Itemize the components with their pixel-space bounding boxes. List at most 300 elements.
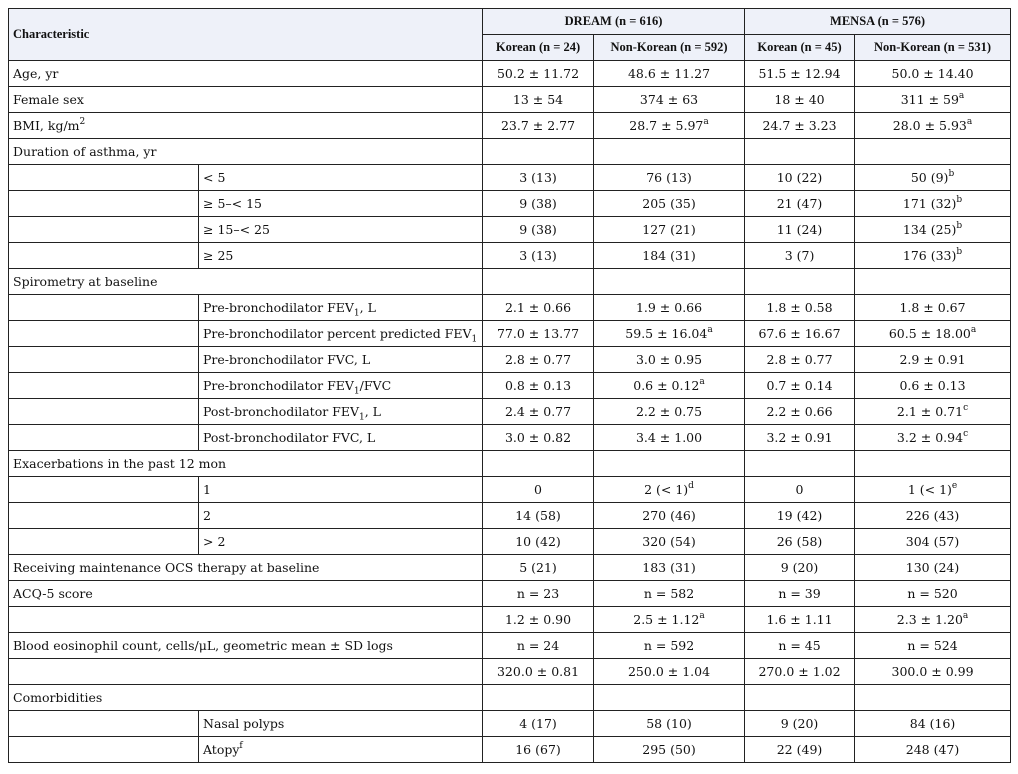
- sublabel-suffix: , L: [364, 404, 381, 419]
- value-cell: [594, 425, 745, 451]
- header-mensa-korean: Korean (n = 45): [745, 35, 855, 61]
- value-cell: [855, 373, 1011, 399]
- row-label-indent: [9, 477, 199, 503]
- value-cell: [483, 711, 594, 737]
- value-text: 2.8 ± 0.77: [504, 352, 572, 367]
- value-cell: [745, 139, 855, 165]
- value-cell: [594, 581, 745, 607]
- row-sublabel: [199, 347, 483, 373]
- value-cell: [855, 737, 1011, 763]
- row-sublabel: [199, 295, 483, 321]
- value-cell: [483, 685, 594, 711]
- row-sublabel: [199, 191, 483, 217]
- row-sublabel: [199, 243, 483, 269]
- value-cell: [745, 633, 855, 659]
- value-cell: [855, 425, 1011, 451]
- sublabel-text: ≥ 25: [203, 248, 234, 263]
- value-cell: [745, 399, 855, 425]
- label-text: BMI, kg/m: [13, 118, 80, 133]
- value-cell: [483, 347, 594, 373]
- value-cell: [855, 243, 1011, 269]
- value-text: 320.0 ± 0.81: [496, 664, 580, 679]
- value-text: 2.9 ± 0.91: [899, 352, 966, 367]
- value-text: 50.0 ± 14.40: [891, 66, 974, 81]
- value-cell: [855, 191, 1011, 217]
- row-label: Spirometry at baseline: [9, 269, 483, 295]
- sublabel-text: Post-bronchodilator FVC, L: [203, 430, 376, 445]
- footnote-mark: a: [970, 324, 977, 335]
- value-text: 9 (20): [780, 716, 819, 731]
- value-cell: [855, 61, 1011, 87]
- value-text: 28.0 ± 5.93: [892, 118, 967, 133]
- table-row: [9, 425, 1011, 451]
- row-label-indent: [9, 529, 199, 555]
- value-text: 1.8 ± 0.67: [899, 300, 966, 315]
- value-cell: [594, 217, 745, 243]
- value-text: 50.2 ± 11.72: [496, 66, 580, 81]
- value-cell: [483, 191, 594, 217]
- table-row: [9, 87, 1011, 113]
- table-row: [9, 659, 1011, 685]
- value-cell: [483, 61, 594, 87]
- value-cell: [594, 347, 745, 373]
- value-cell: [855, 529, 1011, 555]
- table-row: [9, 217, 1011, 243]
- value-cell: [483, 555, 594, 581]
- value-cell: [745, 737, 855, 763]
- row-sublabel: [199, 373, 483, 399]
- value-cell: [594, 295, 745, 321]
- value-cell: [745, 165, 855, 191]
- value-text: 3.4 ± 1.00: [635, 430, 703, 445]
- value-text: 3.2 ± 0.91: [766, 430, 833, 445]
- value-cell: [483, 269, 594, 295]
- value-cell: [483, 295, 594, 321]
- table-row: [9, 685, 1011, 711]
- row-label: [9, 659, 483, 685]
- row-label: Comorbidities: [9, 685, 483, 711]
- sublabel-text: 2: [203, 508, 211, 523]
- value-cell: [745, 347, 855, 373]
- table-header: [9, 9, 1011, 61]
- value-text: 50 (9): [910, 170, 949, 185]
- sublabel-text: Pre-bronchodilator FEV: [203, 378, 354, 393]
- value-cell: [594, 529, 745, 555]
- value-text: 10 (42): [515, 534, 561, 549]
- sublabel-text: < 5: [203, 170, 226, 185]
- value-text: 28.7 ± 5.97: [629, 118, 704, 133]
- value-cell: [483, 503, 594, 529]
- footnote-mark: b: [948, 168, 955, 179]
- value-cell: [483, 113, 594, 139]
- value-text: 2.1 ± 0.71: [896, 404, 964, 419]
- value-cell: [745, 555, 855, 581]
- table-row: [9, 139, 1011, 165]
- value-cell: [855, 399, 1011, 425]
- row-label-indent: [9, 217, 199, 243]
- value-cell: [483, 451, 594, 477]
- value-cell: [594, 243, 745, 269]
- row-label: Female sex: [9, 87, 483, 113]
- row-sublabel: [199, 477, 483, 503]
- sublabel-text: ≥ 15–< 25: [203, 222, 270, 237]
- value-cell: [594, 607, 745, 633]
- value-cell: [855, 347, 1011, 373]
- row-label-indent: [9, 373, 199, 399]
- value-text: 9 (20): [780, 560, 819, 575]
- sublabel-text: > 2: [203, 534, 226, 549]
- value-text: 58 (10): [646, 716, 692, 731]
- value-cell: [483, 373, 594, 399]
- row-label: Blood eosinophil count, cells/μL, geometric mean ± SD logs: [9, 633, 483, 659]
- table-row: [9, 477, 1011, 503]
- value-text: 2.4 ± 0.77: [504, 404, 572, 419]
- footnote-mark: b: [956, 246, 963, 257]
- value-text: 24.7 ± 3.23: [762, 118, 837, 133]
- value-cell: [594, 87, 745, 113]
- value-cell: [855, 295, 1011, 321]
- value-cell: [594, 503, 745, 529]
- value-text: 270 (46): [642, 508, 696, 523]
- value-cell: [483, 425, 594, 451]
- value-cell: [483, 139, 594, 165]
- value-text: 2.1 ± 0.66: [504, 300, 572, 315]
- value-cell: [745, 217, 855, 243]
- value-text: 311 ± 59: [900, 92, 959, 107]
- row-sublabel: [199, 399, 483, 425]
- value-cell: [855, 477, 1011, 503]
- value-cell: [855, 555, 1011, 581]
- table-row: [9, 243, 1011, 269]
- value-cell: [855, 217, 1011, 243]
- table-row: [9, 165, 1011, 191]
- value-text: 3 (7): [784, 248, 815, 263]
- table-row: [9, 555, 1011, 581]
- table-row: [9, 581, 1011, 607]
- value-text: 22 (49): [776, 742, 823, 757]
- value-text: 3 (13): [519, 170, 557, 185]
- value-cell: [594, 61, 745, 87]
- value-text: 127 (21): [642, 222, 696, 237]
- footnote-mark: a: [699, 376, 705, 387]
- value-cell: [745, 711, 855, 737]
- value-cell: [483, 217, 594, 243]
- row-label-indent: [9, 295, 199, 321]
- value-text: 18 ± 40: [774, 92, 825, 107]
- row-label-indent: [9, 243, 199, 269]
- row-sublabel: [199, 503, 483, 529]
- value-cell: [855, 503, 1011, 529]
- value-text: 76 (13): [646, 170, 692, 185]
- row-label: [9, 607, 483, 633]
- sublabel-text: 1: [203, 482, 211, 497]
- subscript: 1: [359, 412, 365, 423]
- value-text: 2.8 ± 0.77: [766, 352, 833, 367]
- superscript: 2: [79, 116, 86, 127]
- row-label: [9, 113, 483, 139]
- value-cell: [855, 607, 1011, 633]
- value-text: n = 524: [907, 638, 958, 653]
- value-cell: [745, 503, 855, 529]
- value-text: n = 39: [778, 586, 821, 601]
- value-cell: [483, 529, 594, 555]
- value-text: 374 ± 63: [639, 92, 699, 107]
- value-cell: [745, 269, 855, 295]
- value-cell: [594, 191, 745, 217]
- value-cell: [745, 425, 855, 451]
- value-cell: [594, 555, 745, 581]
- footnote-mark: a: [962, 610, 969, 621]
- value-text: 0.6 ± 0.13: [899, 378, 966, 393]
- value-text: n = 23: [516, 586, 560, 601]
- footnote-mark: a: [958, 90, 965, 101]
- value-cell: [745, 243, 855, 269]
- sublabel-text: Nasal polyps: [203, 716, 285, 731]
- value-cell: [745, 61, 855, 87]
- value-cell: [594, 711, 745, 737]
- row-label-indent: [9, 503, 199, 529]
- footnote-mark: a: [707, 324, 713, 335]
- value-cell: [594, 685, 745, 711]
- value-text: 77.0 ± 13.77: [496, 326, 580, 341]
- row-label-indent: [9, 425, 199, 451]
- sublabel-text: Atopy: [203, 742, 240, 757]
- table-body: [9, 61, 1011, 763]
- value-cell: [483, 321, 594, 347]
- value-text: 2.3 ± 1.20: [896, 612, 963, 627]
- table-row: [9, 633, 1011, 659]
- value-cell: [594, 477, 745, 503]
- value-text: 1.9 ± 0.66: [635, 300, 703, 315]
- footnote-mark: b: [956, 220, 963, 231]
- value-cell: [745, 191, 855, 217]
- row-label-indent: [9, 347, 199, 373]
- footnote-mark: c: [963, 428, 969, 439]
- value-cell: [745, 607, 855, 633]
- value-cell: [483, 659, 594, 685]
- value-cell: [855, 451, 1011, 477]
- value-text: 3.0 ± 0.82: [504, 430, 572, 445]
- sublabel-text: Pre-bronchodilator percent predicted FEV: [203, 326, 472, 341]
- value-text: 304 (57): [905, 534, 960, 549]
- value-text: 2.2 ± 0.66: [766, 404, 833, 419]
- value-cell: [745, 529, 855, 555]
- header-dream: DREAM (n = 616): [483, 9, 745, 35]
- value-cell: [745, 685, 855, 711]
- table-row: [9, 529, 1011, 555]
- table-row: [9, 295, 1011, 321]
- value-cell: [594, 165, 745, 191]
- table-row: [9, 451, 1011, 477]
- value-text: 130 (24): [905, 560, 960, 575]
- subscript: 1: [353, 386, 360, 397]
- table-row: [9, 607, 1011, 633]
- sublabel-suffix: /FVC: [359, 378, 392, 393]
- value-text: 171 (32): [902, 196, 957, 211]
- value-text: 270.0 ± 1.02: [758, 664, 841, 679]
- value-cell: [483, 243, 594, 269]
- value-text: 176 (33): [902, 248, 957, 263]
- sublabel-text: ≥ 5–< 15: [203, 196, 263, 211]
- header-dream-korean: Korean (n = 24): [483, 35, 594, 61]
- value-cell: [483, 581, 594, 607]
- value-text: 13 ± 54: [512, 92, 564, 107]
- header-characteristic: Characteristic: [9, 9, 483, 61]
- row-label-indent: [9, 399, 199, 425]
- table-row: [9, 399, 1011, 425]
- value-text: 183 (31): [642, 560, 696, 575]
- row-sublabel: [199, 711, 483, 737]
- value-text: 1.6 ± 1.11: [766, 612, 833, 627]
- table-row: [9, 503, 1011, 529]
- footnote-mark: a: [703, 116, 709, 127]
- value-text: 48.6 ± 11.27: [627, 66, 711, 81]
- value-cell: [855, 659, 1011, 685]
- value-text: 248 (47): [905, 742, 960, 757]
- value-cell: [483, 737, 594, 763]
- row-label-indent: [9, 321, 199, 347]
- value-text: 250.0 ± 1.04: [627, 664, 711, 679]
- value-text: 51.5 ± 12.94: [758, 66, 841, 81]
- table-row: [9, 737, 1011, 763]
- value-text: n = 592: [643, 638, 695, 653]
- value-text: 9 (38): [519, 222, 557, 237]
- footnote-mark: a: [699, 610, 705, 621]
- row-label-indent: [9, 737, 199, 763]
- row-sublabel: [199, 165, 483, 191]
- value-text: 16 (67): [515, 742, 561, 757]
- value-text: 2 (< 1): [644, 482, 689, 497]
- footnote-mark: a: [966, 116, 973, 127]
- value-text: 3.2 ± 0.94: [896, 430, 964, 445]
- value-cell: [745, 295, 855, 321]
- sublabel-text: Pre-bronchodilator FVC, L: [203, 352, 371, 367]
- value-cell: [594, 659, 745, 685]
- table-row: [9, 321, 1011, 347]
- value-text: 1.8 ± 0.58: [766, 300, 833, 315]
- value-cell: [855, 581, 1011, 607]
- value-cell: [594, 139, 745, 165]
- value-text: 0.7 ± 0.14: [766, 378, 833, 393]
- value-text: 295 (50): [642, 742, 696, 757]
- value-cell: [855, 711, 1011, 737]
- value-text: 10 (22): [776, 170, 823, 185]
- footnote-mark: f: [239, 740, 243, 751]
- value-text: 59.5 ± 16.04: [625, 326, 708, 341]
- table-row: [9, 269, 1011, 295]
- value-text: n = 45: [778, 638, 821, 653]
- value-text: 226 (43): [905, 508, 960, 523]
- value-text: n = 582: [643, 586, 695, 601]
- value-text: 320 (54): [642, 534, 696, 549]
- row-sublabel: [199, 737, 483, 763]
- value-text: 0: [534, 482, 542, 497]
- value-cell: [594, 269, 745, 295]
- subscript: 1: [353, 308, 360, 319]
- value-cell: [483, 165, 594, 191]
- value-cell: [483, 477, 594, 503]
- value-text: 4 (17): [519, 716, 557, 731]
- row-label: ACQ-5 score: [9, 581, 483, 607]
- value-text: 0: [795, 482, 804, 497]
- value-text: 0.6 ± 0.12: [633, 378, 700, 393]
- value-cell: [745, 321, 855, 347]
- row-label-indent: [9, 711, 199, 737]
- value-cell: [745, 659, 855, 685]
- value-cell: [594, 373, 745, 399]
- value-text: 1 (< 1): [907, 482, 952, 497]
- value-cell: [745, 477, 855, 503]
- row-label: Exacerbations in the past 12 mon: [9, 451, 483, 477]
- value-cell: [483, 633, 594, 659]
- row-sublabel: [199, 217, 483, 243]
- row-sublabel: [199, 321, 483, 347]
- row-label: Duration of asthma, yr: [9, 139, 483, 165]
- footnote-mark: d: [688, 480, 694, 491]
- value-text: 3.0 ± 0.95: [635, 352, 703, 367]
- value-cell: [855, 165, 1011, 191]
- value-cell: [855, 685, 1011, 711]
- value-cell: [855, 87, 1011, 113]
- value-cell: [483, 399, 594, 425]
- characteristics-table: [8, 8, 1011, 763]
- value-text: 1.2 ± 0.90: [504, 612, 572, 627]
- value-text: 26 (58): [776, 534, 823, 549]
- row-sublabel: [199, 425, 483, 451]
- value-cell: [594, 451, 745, 477]
- sublabel-suffix: , L: [359, 300, 376, 315]
- footnote-mark: c: [963, 402, 969, 413]
- value-text: 14 (58): [515, 508, 561, 523]
- table-row: [9, 347, 1011, 373]
- value-cell: [594, 321, 745, 347]
- value-cell: [855, 113, 1011, 139]
- footnote-mark: b: [956, 194, 963, 205]
- value-cell: [855, 269, 1011, 295]
- sublabel-text: Post-bronchodilator FEV: [203, 404, 359, 419]
- value-text: 300.0 ± 0.99: [891, 664, 974, 679]
- value-text: 23.7 ± 2.77: [500, 118, 576, 133]
- value-cell: [855, 633, 1011, 659]
- table-row: [9, 373, 1011, 399]
- row-label-indent: [9, 165, 199, 191]
- value-cell: [745, 87, 855, 113]
- row-label-indent: [9, 191, 199, 217]
- value-text: 3 (13): [519, 248, 557, 263]
- value-text: 11 (24): [776, 222, 823, 237]
- value-text: 21 (47): [776, 196, 823, 211]
- table-row: [9, 711, 1011, 737]
- row-sublabel: [199, 529, 483, 555]
- value-cell: [745, 451, 855, 477]
- value-cell: [855, 321, 1011, 347]
- sublabel-text: Pre-bronchodilator FEV: [203, 300, 354, 315]
- value-cell: [483, 87, 594, 113]
- value-text: n = 520: [907, 586, 958, 601]
- value-text: 67.6 ± 16.67: [758, 326, 841, 341]
- value-text: 9 (38): [519, 196, 557, 211]
- header-mensa-nonkorean: Non-Korean (n = 531): [855, 35, 1011, 61]
- value-cell: [745, 113, 855, 139]
- value-text: 2.5 ± 1.12: [633, 612, 700, 627]
- value-cell: [745, 373, 855, 399]
- value-text: 134 (25): [902, 222, 957, 237]
- value-cell: [745, 581, 855, 607]
- value-text: 184 (31): [642, 248, 696, 263]
- row-label: Receiving maintenance OCS therapy at baseline: [9, 555, 483, 581]
- row-label: Age, yr: [9, 61, 483, 87]
- subscript: 1: [471, 334, 478, 345]
